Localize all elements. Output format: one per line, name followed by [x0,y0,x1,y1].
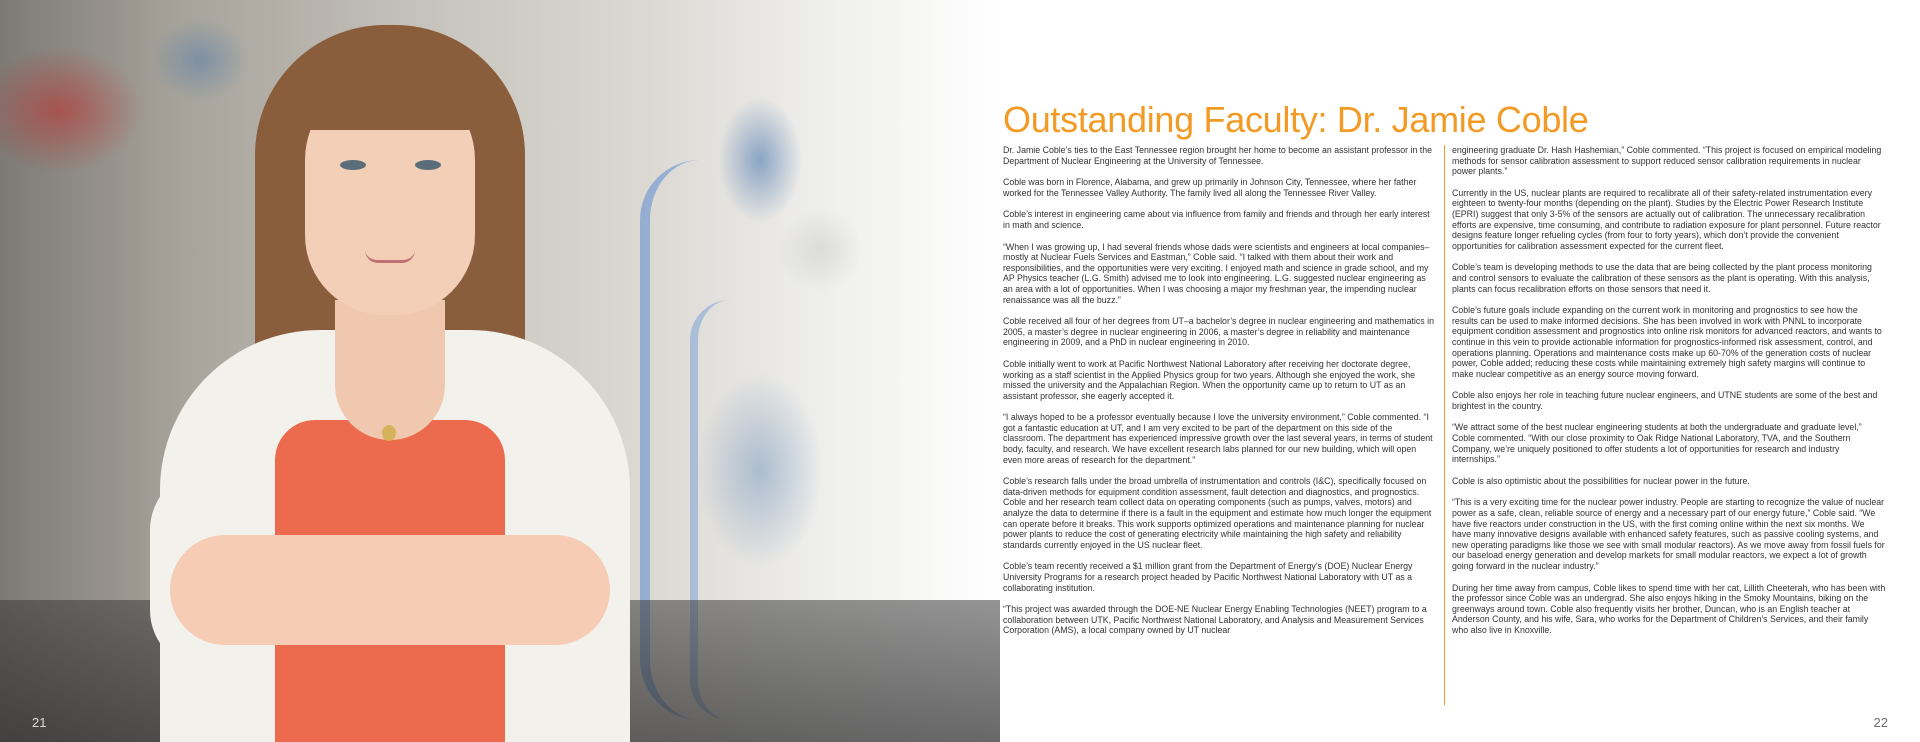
paragraph: “This project was awarded through the DOE-NE Nuclear Energy Enabling Technologies (NEET) program to a collaboration between UTK, Pacific Northwest National Laboratory, and Analysis and Measurement Services Corporation (AMS), a local company owned by UT nuclear [1003,604,1427,636]
paragraph: During her time away from campus, Coble likes to spend time with her cat, Lillith Cheeterah, who has been with the professor since Coble was an undergrad. She also enjoys hiking in the Smoky Mountains, biking on the greenways around town. Coble also frequently visits her brother, Duncan, who is an English teacher at Anderson County, and his wife, Sara, who works for the Department of Children’s Services, and their family who also live in Knoxville. [1452,582,1886,635]
paragraph: Dr. Jamie Coble’s ties to the East Tennessee region brought her home to become an assistant professor in the Department of Nuclear Engineering at the University of Tennessee. [1003,145,1433,166]
article-title: Outstanding Faculty: Dr. Jamie Coble [1003,99,1589,140]
paragraph: Coble is also optimistic about the possibilities for nuclear power in the future. [1452,475,1750,486]
bangs [300,60,480,130]
page-number-right: 22 [1873,715,1888,730]
paragraph: Coble’s interest in engineering came about via influence from family and friends and through her early interest in math and science. [1003,209,1430,230]
paragraph: Currently in the US, nuclear plants are required to recalibrate all of their safety-related instrumentation every eighteen to twenty-four months (depending on the plant). Studies by the Electric Power Research Institute (EPRI) suggest that only 3-5% of the sensors are actually out of calibration. The unnecessary recalibration efforts are expensive, time consuming, and contribute to radiation exposure for plant personnel. Future reactor designs feature longer refueling cycles (from four to forty years), which don’t provide the convenient opportunities for calibration assessment expected for the current fleet. [1452,187,1881,251]
page-number-left: 21 [32,715,47,730]
crossed-arms [170,535,610,645]
article-column-left [1003,145,1437,647]
paragraph: “I always hoped to be a professor eventually because I love the university environment,” Coble commented. “I got a fantastic education at UT, and I am very excited to be part of the department on this side of the classroom. The department has experienced impressive growth over the last several years, in terms of student body, faculty, and research. We have excellent research labs planned for our new building, which will open even more areas of research for the department.” [1003,412,1433,465]
paragraph: Coble received all four of her degrees from UT–a bachelor’s degree in nuclear engineering and mathematics in 2005, a master’s degree in nuclear engineering in 2006, a master’s degree in reliability and maintenance engineering in 2009, and a PhD in nuclear engineering in 2010. [1003,316,1434,348]
article-column-right [1452,145,1886,647]
paragraph: Coble was born in Florence, Alabama, and grew up primarily in Johnson City, Tennessee, where her father worked for the Tennessee Valley Authority. The family lived all along the Tennessee River Valley. [1003,177,1417,198]
paragraph: Coble’s team recently received a $1 million grant from the Department of Energy’s (DOE) Nuclear Energy University Programs for a research project headed by Pacific Northwest National Laboratory with UT as a collaborating institution. [1003,561,1413,593]
paragraph: Coble also enjoys her role in teaching future nuclear engineers, and UTNE students are some of the best and brightest in the country. [1452,390,1878,411]
mouth [365,250,415,263]
paragraph: “This is a very exciting time for the nuclear power industry. People are starting to recognize the value of nuclear power as a safe, clean, reliable source of energy and a necessary part of our energy future,” Coble said. “We have five reactors under construction in the US, with the first coming online within the next six months. We have many innovative designs available with enhanced safety features, such as passive cooling systems, and new operating paradigms like those we see with small modular reactors). As we move away from fossil fuels for our baseload energy generation and develop markets for small modular reactors, we expect a lot of growth going forward in the nuclear industry.” [1452,497,1885,571]
person-figure [150,0,630,742]
pendant [382,425,396,441]
eye-right [415,160,441,170]
column-divider [1444,145,1445,705]
paragraph: Coble’s team is developing methods to use the data that are being collected by the plant process monitoring and control sensors to evaluate the calibration of these sensors as the plant is operating. With this analysis, plants can focus recalibration efforts on those sensors that need it. [1452,262,1872,294]
eye-left [340,160,366,170]
paragraph: “We attract some of the best nuclear engineering students at both the undergraduate and graduate level,” Coble commented. “With our close proximity to Oak Ridge National Laboratory, TVA, and the Southern Company, we’re uniquely positioned to offer students a lot of opportunities for research and industry internships.” [1452,422,1862,465]
paragraph: Coble initially went to work at Pacific Northwest National Laboratory after receiving her doctorate degree, working as a staff scientist in the Applied Physics group for two years. Although she enjoyed the work, she missed the university and the Appalachian Region. When the opportunity came up to return to UT as an assistant professor, she eagerly accepted it. [1003,358,1416,401]
paragraph: engineering graduate Dr. Hash Hashemian,” Coble commented. “This project is focused on empirical modeling methods for sensor calibration assessment to support reduced sensor calibration requirements in nuclear power plants.” [1452,145,1882,177]
paragraph: Coble’s research falls under the broad umbrella of instrumentation and controls (I&C), specifically focused on data-driven methods for equipment condition assessment, fault detection and diagnostics, and prognostics. Coble and her research team collect data on operating components (such as pumps, valves, motors) and analyze the data to determine if there is a fault in the equipment and estimate how much longer the equipment can operate before it breaks. This work supports optimized operations and maintenance planning for nuclear power plants to reduce the cost of generating electricity while maintaining the high safety and reliability standards currently enjoyed in the US nuclear fleet. [1003,476,1432,550]
neck [335,300,445,440]
paragraph: “When I was growing up, I had several friends whose dads were scientists and engineers at local companies–mostly at Nuclear Fuels Services and Eastman,” Coble said. “I talked with them about their work and responsibilities, and the opportunities were very exciting. I enjoyed math and science in grade school, and my AP Physics teacher (L.G. Smith) advised me to look into engineering. L.G. suggested nuclear engineering as an area with a lot of opportunities. When I was choosing a major my freshman year, the impending nuclear renaissance was all the buzz.” [1003,241,1430,305]
paragraph: Coble’s future goals include expanding on the current work in monitoring and prognostics to see how the results can be used to make informed decisions. She has been involved in work with PNNL to incorporate equipment condition assessment and prognostics into online risk monitors for advanced reactors, and wants to continue in this vein to provide actionable information for prognostics-informed risk assessment, control, and operations planning. Operations and maintenance costs make up 60-70% of the generation costs of nuclear power, Coble added; reducing these costs while maintaining extremely high safety margins will continue to make nuclear competitive as an energy source moving forward. [1452,305,1882,379]
